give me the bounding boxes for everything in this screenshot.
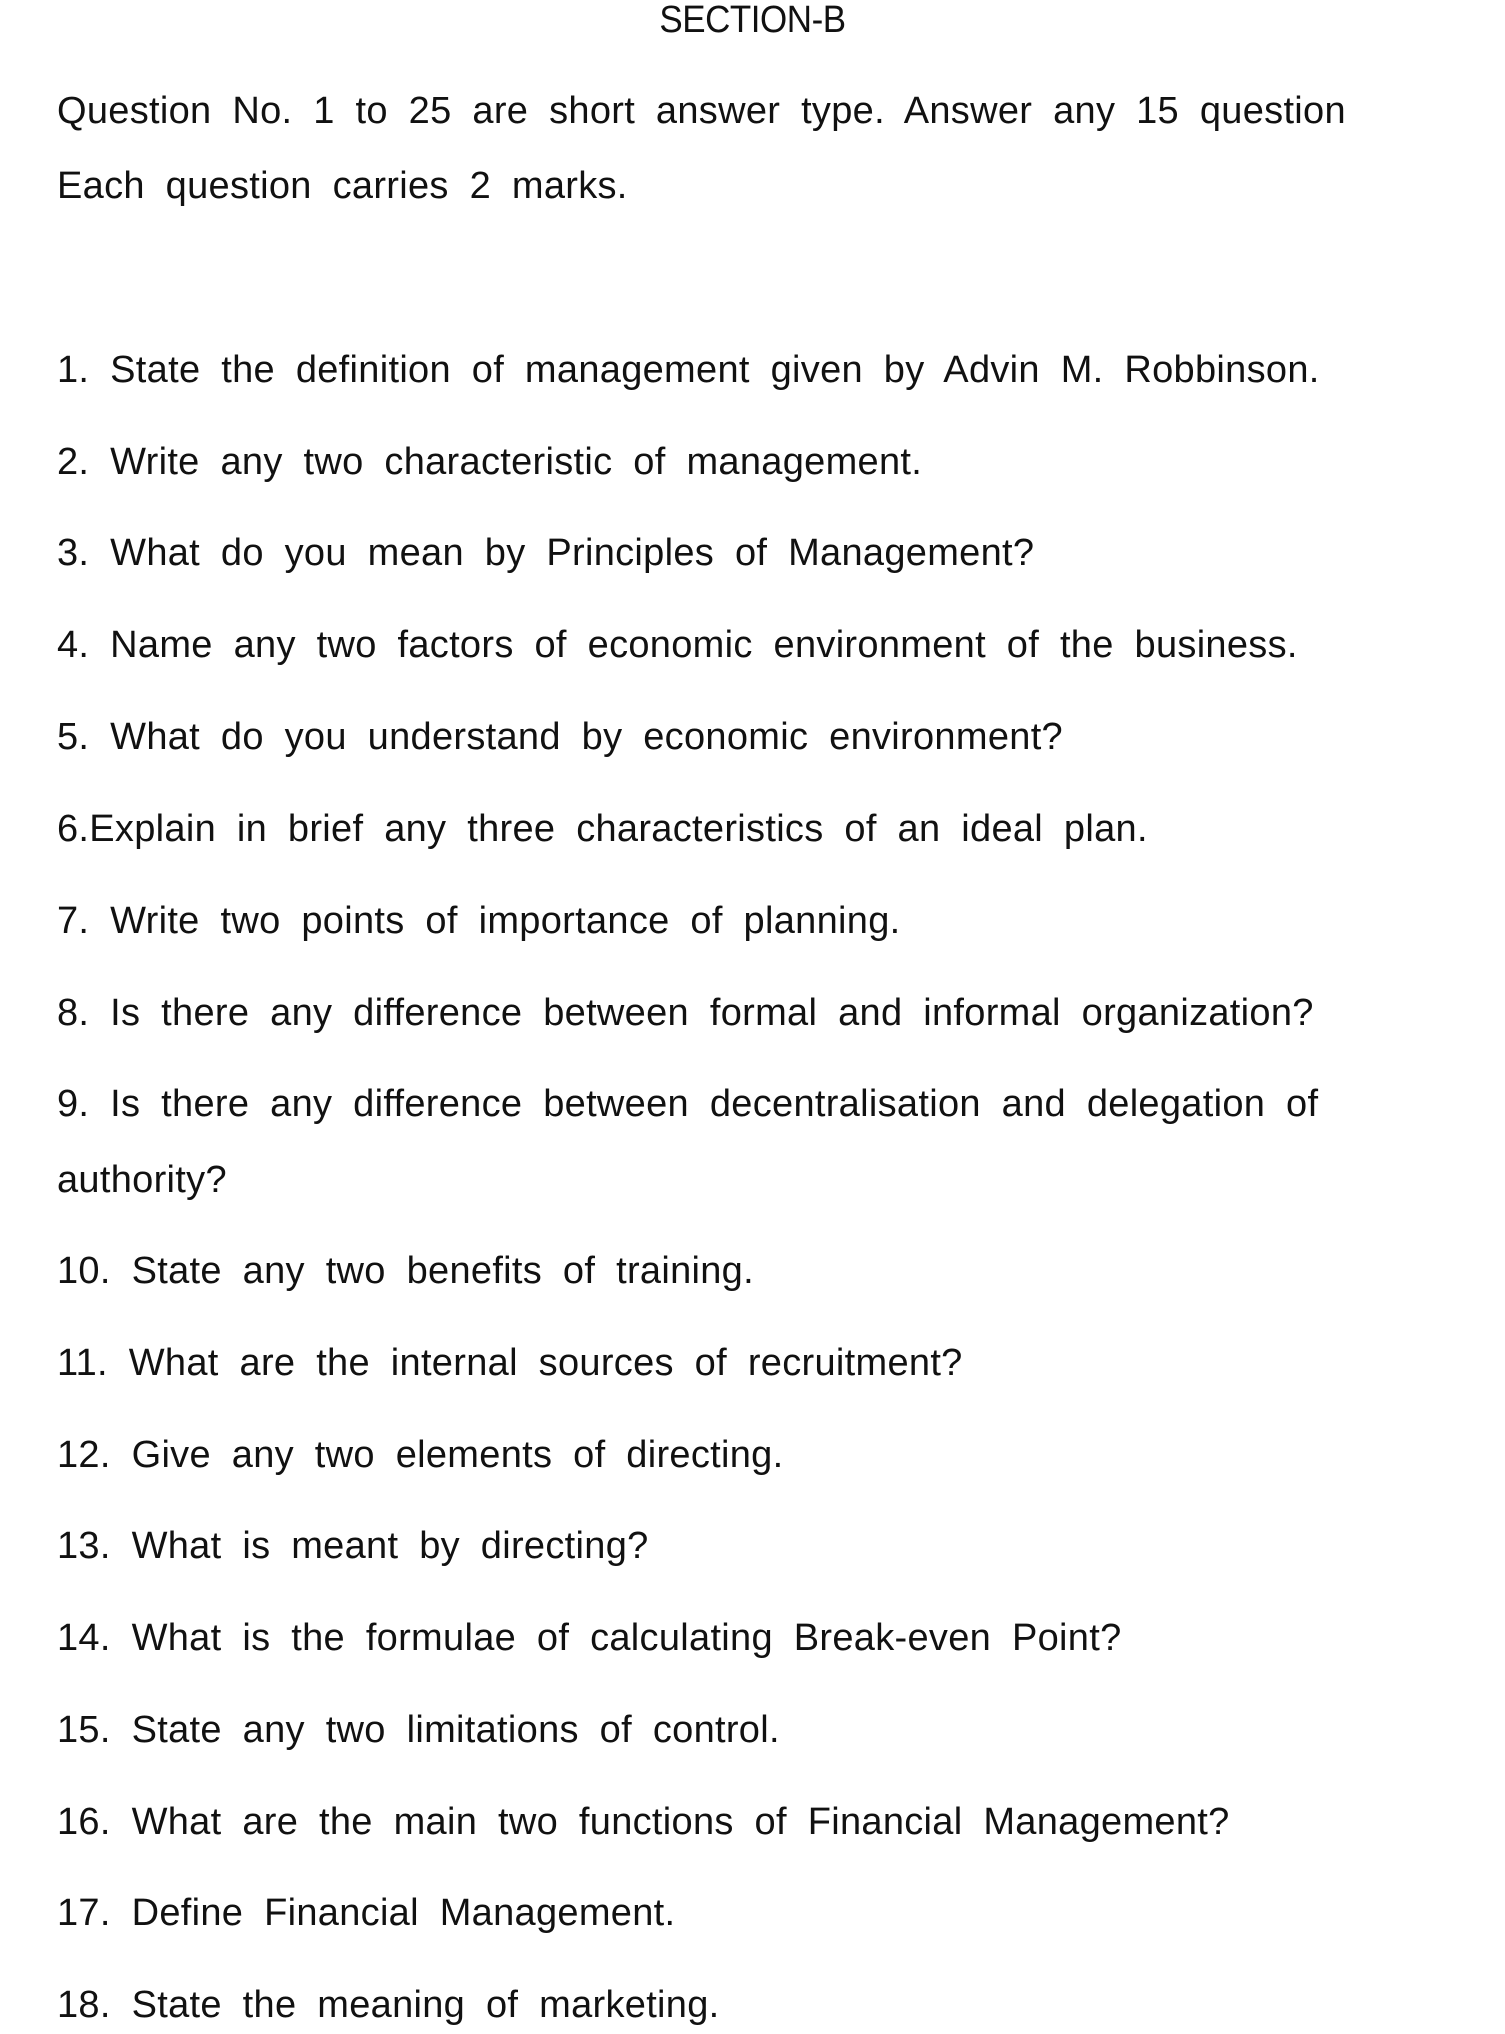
question-5: 5. What do you understand by economic environment? xyxy=(57,716,1063,758)
question-11: 11. What are the internal sources of recruitment? xyxy=(57,1342,963,1384)
question-17: 17. Define Financial Management. xyxy=(57,1892,676,1934)
question-14: 14. What is the formulae of calculating Break-even Point? xyxy=(57,1617,1122,1659)
question-6: 6.Explain in brief any three characteristics of an ideal plan. xyxy=(57,808,1148,850)
question-9-continuation: authority? xyxy=(57,1159,227,1201)
question-12: 12. Give any two elements of directing. xyxy=(57,1434,784,1476)
question-10: 10. State any two benefits of training. xyxy=(57,1250,754,1292)
question-7: 7. Write two points of importance of planning. xyxy=(57,900,901,942)
question-8: 8. Is there any difference between formal and informal organization? xyxy=(57,992,1314,1034)
question-4: 4. Name any two factors of economic environment of the business. xyxy=(57,624,1298,666)
question-13: 13. What is meant by directing? xyxy=(57,1525,649,1567)
question-3: 3. What do you mean by Principles of Management? xyxy=(57,532,1035,574)
instructions-line-1: Question No. 1 to 25 are short answer type. Answer any 15 question xyxy=(57,90,1346,132)
instructions-line-2: Each question carries 2 marks. xyxy=(57,165,628,207)
question-15: 15. State any two limitations of control. xyxy=(57,1709,780,1751)
question-1: 1. State the definition of management given by Advin M. Robbinson. xyxy=(57,349,1320,391)
question-18: 18. State the meaning of marketing. xyxy=(57,1984,720,2026)
section-title: SECTION-B xyxy=(659,0,846,41)
question-16: 16. What are the main two functions of Financial Management? xyxy=(57,1801,1230,1843)
question-9: 9. Is there any difference between decentralisation and delegation of xyxy=(57,1083,1319,1125)
question-2: 2. Write any two characteristic of management. xyxy=(57,441,923,483)
